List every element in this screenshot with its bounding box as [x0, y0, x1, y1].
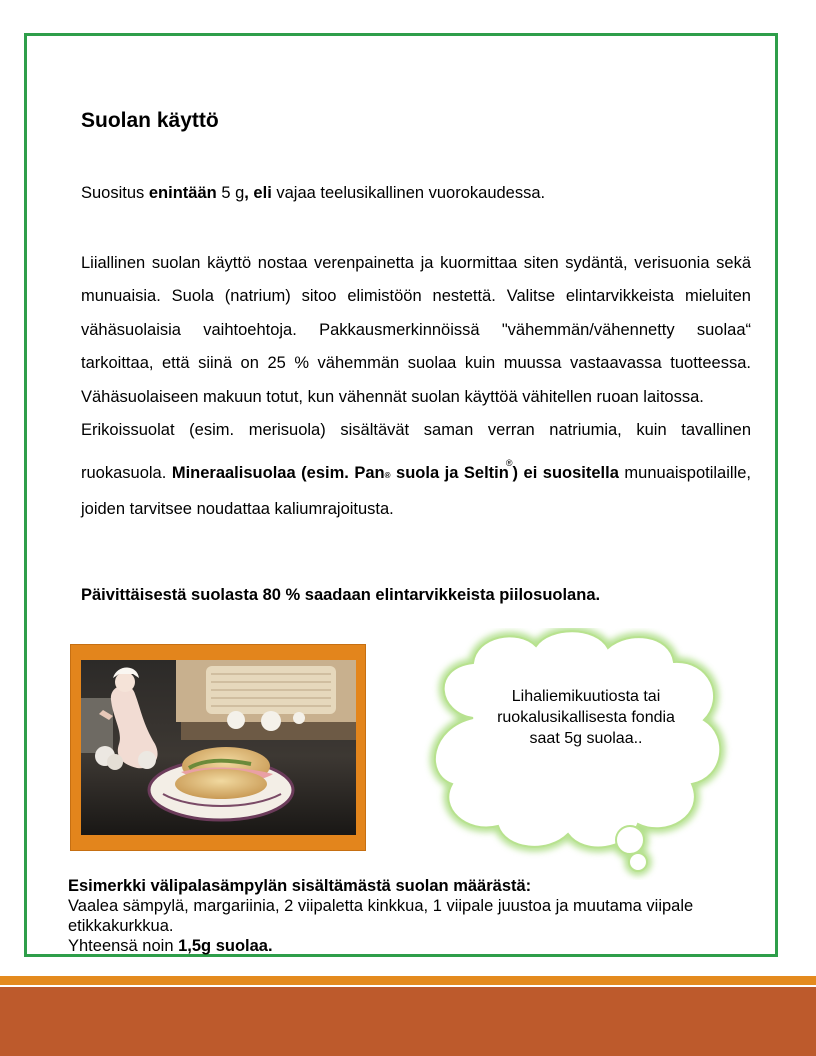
kidney-patients-text: munuaispotilaille, joiden tarvitsee noudattaa kaliumrajoitusta.: [81, 464, 751, 518]
footer-bar: [0, 987, 816, 1056]
paragraph-special-salts: [81, 414, 751, 526]
mineral-salt-text-c: ) ei suositella: [512, 464, 619, 483]
intro-bold-1: enintään: [148, 184, 217, 202]
speech-cloud: [418, 628, 738, 880]
page-title: Suolan käyttö: [81, 109, 219, 132]
registered-mark: ®: [505, 458, 513, 469]
paragraph-salt-effects: Liiallinen suolan käyttö nostaa verenpainetta ja kuormittaa siten sydäntä, verisuonia sekä munuaisia. Suola (natrium) sitoo elimistöön nestettä. Valitse elintarvikkeista mieluiten vähäsuolaisia vaihtoehtoja. Pakkausmerkinnöissä "vähemmän/vähennetty suolaa“ tarkoittaa, että siinä on 25 % vähemmän suolaa kuin muussa vastaavassa tuotteessa. Vähäsuolaiseen makuun totut, kun vähennät suolan käyttöä vähitellen ruoan laitossa.: [81, 254, 751, 406]
registered-mark: ®: [384, 471, 391, 481]
intro-text-1: Suositus: [81, 184, 149, 202]
footer-accent-line: [0, 976, 816, 985]
example-ingredients: Vaalea sämpylä, margariinia, 2 viipaletta kinkkua, 1 viipale juustoa ja muutama viipale etikkakurkkua.: [68, 897, 694, 935]
mineral-salt-text-a: Mineraalisuolaa (esim. Pan: [171, 464, 385, 483]
example-title: Esimerkki välipalasämpylän sisältämästä suolan määrästä:: [68, 877, 532, 895]
sandwich-photo: [81, 660, 356, 835]
intro-text-2: 5 g: [216, 184, 245, 202]
sandwich-salt-example: [68, 876, 748, 956]
example-total-value: 1,5g suolaa.: [178, 937, 273, 955]
intro-text-3: vajaa teelusikallinen vuorokaudessa.: [271, 184, 546, 202]
intro-bold-2: , eli: [244, 184, 272, 202]
stock-cube-salt-note: Lihaliemikuutiosta tai ruokalusikallisesta fondia saat 5g suolaa..: [497, 688, 675, 747]
hidden-salt-fact: Päivittäisestä suolasta 80 % saadaan elintarvikkeista piilosuolana.: [81, 586, 601, 604]
body-text: [81, 247, 751, 526]
mineral-salt-text-b: suola ja Seltin: [390, 464, 509, 483]
special-salts-text: Erikoissuolat (esim. merisuola) sisältävät saman verran natriumia, kuin tavallinen ruokasuola.: [81, 421, 751, 483]
example-total-label: Yhteensä noin: [68, 937, 179, 955]
mineral-salt-warning: [171, 458, 619, 483]
salt-recommendation: [81, 181, 751, 205]
sandwich-photo-frame: [70, 644, 366, 851]
